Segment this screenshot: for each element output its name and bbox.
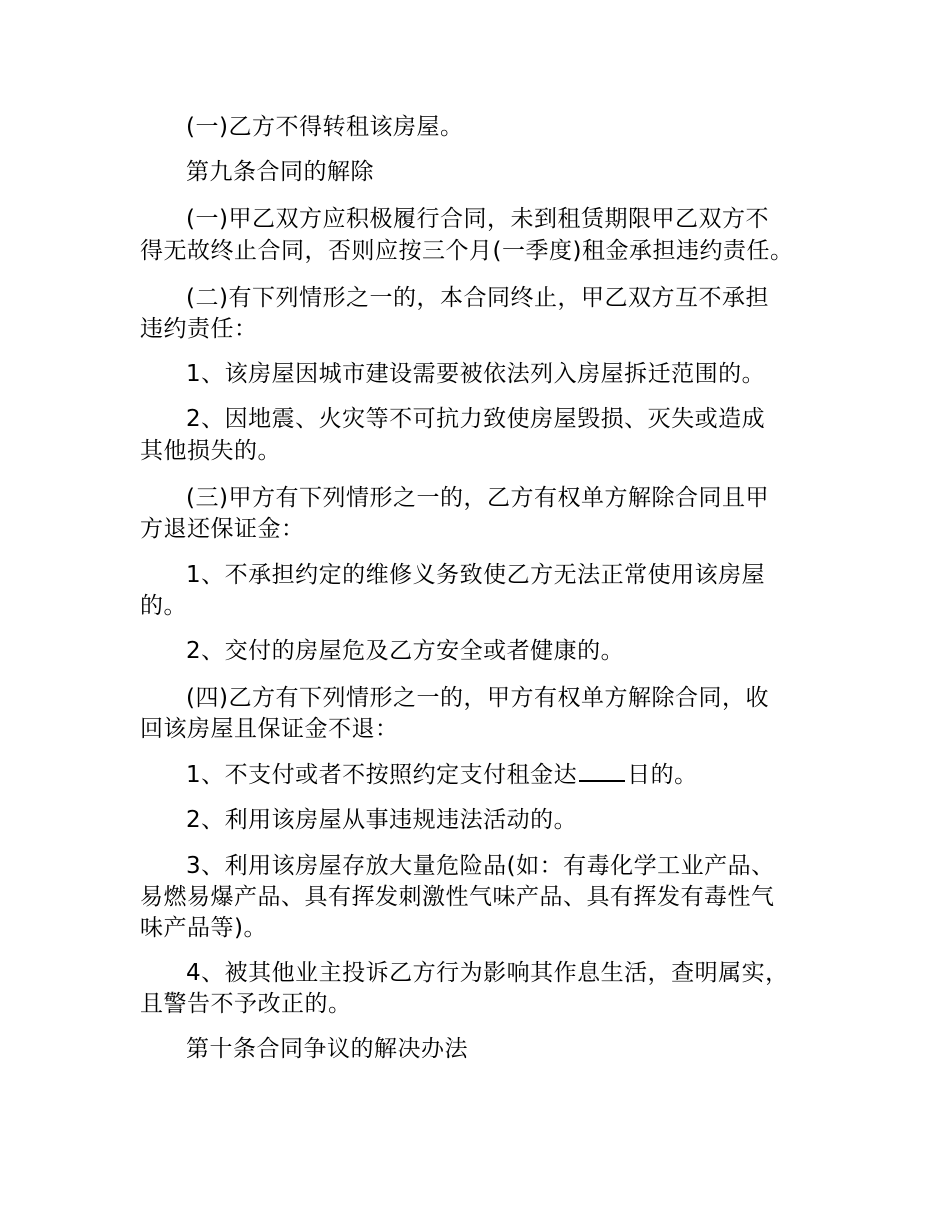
article-9-item-1-line-2: 得无故终止合同，否则应按三个月(一季度)租金承担违约责任。 — [140, 238, 794, 264]
article-9-item-3-line-1: (三)甲方有下列情形之一的，乙方有权单方解除合同且甲 — [186, 485, 769, 511]
article-9-item-3-sub-1-line-1: 1、不承担约定的维修义务致使乙方无法正常使用该房屋 — [186, 562, 766, 588]
article-9-item-4-sub-3-line-3: 味产品等)。 — [140, 915, 267, 941]
article-9-item-4-sub-1 — [186, 760, 698, 790]
fill-in-blank — [579, 760, 625, 782]
article-9-item-4-sub-3-line-1: 3、利用该房屋存放大量危险品(如：有毒化学工业产品、 — [186, 853, 775, 879]
clause-8-item-1: (一)乙方不得转租该房屋。 — [186, 114, 464, 140]
article-9-item-4-sub-3-line-2: 易燃易爆产品、具有挥发刺激性气味产品、具有挥发有毒性气 — [140, 884, 775, 910]
article-9-item-2-line-2: 违约责任： — [140, 316, 258, 342]
article-9-item-4-sub-4-line-1: 4、被其他业主投诉乙方行为影响其作息生活，查明属实， — [186, 960, 789, 986]
article-9-item-3-sub-2: 2、交付的房屋危及乙方安全或者健康的。 — [186, 638, 625, 664]
article-9-item-1-line-1: (一)甲乙双方应积极履行合同，未到租赁期限甲乙双方不 — [186, 206, 769, 232]
article-9-item-3-sub-1-line-2: 的。 — [140, 593, 187, 619]
article-9-item-4-line-2: 回该房屋且保证金不退： — [140, 716, 399, 742]
article-9-item-4-sub-1-text: 1、不支付或者不按照约定支付租金达 — [186, 762, 578, 788]
article-9-item-2-sub-2-line-2: 其他损失的。 — [140, 438, 281, 464]
article-9-item-2-sub-1: 1、该房屋因城市建设需要被依法列入房屋拆迁范围的。 — [186, 361, 766, 387]
article-9-item-3-line-2: 方退还保证金： — [140, 516, 305, 542]
article-10-heading: 第十条合同争议的解决办法 — [186, 1036, 468, 1062]
article-9-item-2-sub-2-line-1: 2、因地震、火灾等不可抗力致使房屋毁损、灭失或造成 — [186, 406, 766, 432]
article-9-item-4-line-1: (四)乙方有下列情形之一的，甲方有权单方解除合同，收 — [186, 685, 769, 711]
article-9-item-2-line-1: (二)有下列情形之一的，本合同终止，甲乙双方互不承担 — [186, 285, 769, 311]
article-9-heading: 第九条合同的解除 — [186, 159, 374, 185]
article-9-item-4-sub-4-line-2: 且警告不予改正的。 — [140, 991, 352, 1017]
article-9-item-4-sub-1-suffix: 日的。 — [627, 762, 698, 788]
article-9-item-4-sub-2: 2、利用该房屋从事违规违法活动的。 — [186, 807, 578, 833]
